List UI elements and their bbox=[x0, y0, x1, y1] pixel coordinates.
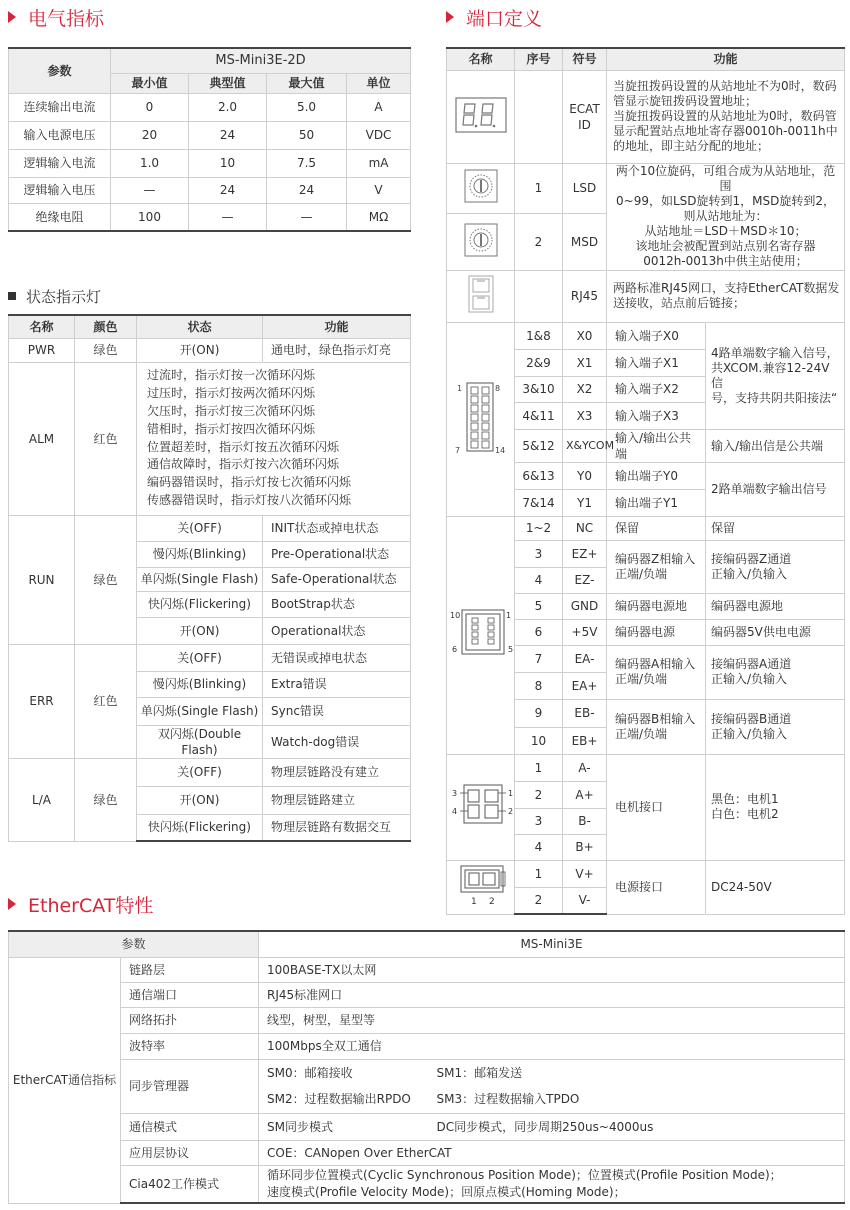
motor-symbol: B- bbox=[563, 808, 607, 834]
cell-min: 20 bbox=[111, 121, 189, 149]
row-name: 逻辑输入电压 bbox=[9, 177, 111, 203]
col-name: 名称 bbox=[447, 48, 515, 70]
ethercat-model-header: MS-Mini3E bbox=[259, 931, 845, 957]
alm-line: 过流时，指示灯按一次循环闪烁 bbox=[147, 368, 316, 383]
err-row bbox=[9, 644, 411, 671]
comm-mode-sm: SM同步模式 bbox=[259, 1113, 429, 1140]
io-desc-line: 共XCOM.兼容12-24V 信 bbox=[711, 360, 830, 390]
la-state: 关(OFF) bbox=[137, 758, 263, 786]
electrical-table bbox=[8, 47, 411, 232]
run-color: 绿色 bbox=[75, 515, 137, 644]
ethercat-row bbox=[9, 982, 845, 1007]
lsd-symbol: LSD bbox=[563, 163, 607, 213]
enc-symbol: EA- bbox=[563, 645, 607, 672]
enc-a-func-line: 编码器A相输入 bbox=[615, 657, 696, 671]
err-function: Sync错误 bbox=[263, 697, 411, 725]
enc-z-func-line: 正端/负端 bbox=[615, 566, 668, 581]
enc-symbol: EB+ bbox=[563, 727, 607, 754]
enc-b-desc-line: 正输入/负输入 bbox=[711, 726, 788, 741]
ethercat-row-name: 应用层协议 bbox=[121, 1140, 259, 1165]
alm-color: 红色 bbox=[75, 362, 137, 515]
ecat-symbol: ECAT ID bbox=[563, 70, 607, 163]
rotary-func-line: 从站地址＝LSD＋MSD＊10； bbox=[644, 224, 807, 238]
enc-symbol: NC bbox=[563, 516, 607, 540]
power-desc: DC24-50V bbox=[706, 860, 845, 914]
row-name: 连续输出电流 bbox=[9, 93, 111, 121]
enc-seq: 8 bbox=[515, 672, 563, 699]
alm-line: 编码器错误时，指示灯按七次循环闪烁 bbox=[147, 475, 352, 490]
enc-pin-label: 1 bbox=[506, 611, 512, 620]
cell-max: — bbox=[267, 203, 347, 231]
run-row bbox=[9, 515, 411, 541]
rotary-function bbox=[607, 163, 845, 270]
enc-z-func-line: 编码器Z相输入 bbox=[615, 551, 696, 566]
enc-desc: 保留 bbox=[706, 516, 845, 540]
lsd-row bbox=[447, 163, 845, 213]
cell-unit: A bbox=[347, 93, 411, 121]
ethercat-row bbox=[9, 1113, 845, 1140]
pwr-function: 通电时，绿色指示灯亮 bbox=[263, 338, 411, 362]
io-pin-label: 8 bbox=[494, 384, 500, 393]
rotary-func-line: 0012h-0013h中供主站使用； bbox=[643, 254, 808, 268]
row-name: 输入电源电压 bbox=[9, 121, 111, 149]
io-function: 输出端子Y1 bbox=[607, 489, 706, 516]
run-function: Safe-Operational状态 bbox=[263, 567, 411, 591]
ecat-func-line: 的地址，即主站分配的地址； bbox=[613, 139, 770, 153]
la-function: 物理层链路没有建立 bbox=[263, 758, 411, 786]
io-symbol: X2 bbox=[563, 376, 607, 402]
cell-max: 50 bbox=[267, 121, 347, 149]
ecat-function bbox=[607, 70, 845, 163]
ethercat-row bbox=[9, 1007, 845, 1033]
enc-z-desc-line: 正输入/负输入 bbox=[711, 566, 788, 581]
cell-min: 0 bbox=[111, 93, 189, 121]
enc-symbol: EZ+ bbox=[563, 540, 607, 567]
rj45-function bbox=[607, 270, 845, 322]
io-symbol: X1 bbox=[563, 349, 607, 376]
run-function: Operational状态 bbox=[263, 617, 411, 644]
io-symbol: X3 bbox=[563, 402, 607, 429]
ethercat-row bbox=[9, 1059, 845, 1113]
pwr-state: 开(ON) bbox=[137, 338, 263, 362]
motor-desc-line: 黑色：电机1 bbox=[711, 792, 779, 806]
col-typ: 典型值 bbox=[189, 73, 267, 93]
cia402-modes bbox=[259, 1165, 845, 1203]
err-state: 双闪烁(Double Flash) bbox=[137, 725, 263, 758]
power-function: 电源接口 bbox=[607, 860, 706, 914]
la-state: 快闪烁(Flickering) bbox=[137, 814, 263, 841]
col-color: 颜色 bbox=[75, 315, 137, 338]
io-symbol: X0 bbox=[563, 322, 607, 349]
rj45-seq bbox=[515, 270, 563, 322]
square-bullet-icon bbox=[8, 292, 16, 300]
io-output-desc: 2路单端数字输出信号 bbox=[706, 462, 845, 516]
row-name: 绝缘电阻 bbox=[9, 203, 111, 231]
col-unit: 单位 bbox=[347, 73, 411, 93]
ethercat-row bbox=[9, 1033, 845, 1059]
electrical-section-title bbox=[8, 4, 104, 31]
la-name: L/A bbox=[9, 758, 75, 841]
alm-description bbox=[137, 362, 411, 515]
cell-typ: 2.0 bbox=[189, 93, 267, 121]
enc-desc: 编码器5V供电电源 bbox=[706, 619, 845, 645]
enc-a-function bbox=[607, 645, 706, 699]
ecat-func-line: 显示配置站点地址寄存器0010h-0011h中 bbox=[613, 124, 838, 138]
ethercat-row-name: 网络拓扑 bbox=[121, 1007, 259, 1033]
pwr-color: 绿色 bbox=[75, 338, 137, 362]
ethercat-section-title bbox=[8, 891, 153, 918]
power-row bbox=[447, 860, 845, 887]
ecat-func-line: 当旋扭拨码设置的从站地址为0时，数码管 bbox=[613, 109, 837, 123]
err-color: 红色 bbox=[75, 644, 137, 758]
io-pin-label: 7 bbox=[454, 446, 460, 455]
motor-pin-label: 2 bbox=[508, 807, 514, 816]
motor-symbol: A+ bbox=[563, 781, 607, 808]
motor-seq: 3 bbox=[515, 808, 563, 834]
cell-max: 24 bbox=[267, 177, 347, 203]
enc-seq: 3 bbox=[515, 540, 563, 567]
motor-symbol: A- bbox=[563, 754, 607, 781]
io-function: 输入端子X3 bbox=[607, 402, 706, 429]
err-function: 无错误或掉电状态 bbox=[263, 644, 411, 671]
enc-seq: 1~2 bbox=[515, 516, 563, 540]
enc-function: 保留 bbox=[607, 516, 706, 540]
alm-line: 欠压时，指示灯按三次循环闪烁 bbox=[147, 403, 316, 418]
enc-b-function bbox=[607, 699, 706, 754]
col-symbol: 符号 bbox=[563, 48, 607, 70]
motor-pin-label: 4 bbox=[452, 807, 458, 816]
io-row bbox=[447, 322, 845, 349]
io-symbol: Y0 bbox=[563, 462, 607, 489]
motor-function: 电机接口 bbox=[607, 754, 706, 860]
run-state: 开(ON) bbox=[137, 617, 263, 644]
rotary-func-line: 0~99，如LSD旋转到1，MSD旋转到2， bbox=[616, 194, 835, 208]
enc-seq: 10 bbox=[515, 727, 563, 754]
ethercat-row-value: 100BASE-TX以太网 bbox=[259, 957, 845, 982]
ethercat-row-name: 波特率 bbox=[121, 1033, 259, 1059]
err-function: Watch-dog错误 bbox=[263, 725, 411, 758]
enc-b-desc bbox=[706, 699, 845, 754]
io-seq: 7&14 bbox=[515, 489, 563, 516]
msd-seq: 2 bbox=[515, 213, 563, 270]
motor-desc-line: 白色：电机2 bbox=[711, 807, 779, 821]
enc-seq: 7 bbox=[515, 645, 563, 672]
motor-seq: 4 bbox=[515, 834, 563, 860]
la-function: 物理层链路有数据交互 bbox=[263, 814, 411, 841]
enc-a-desc-line: 接编码器A通道 bbox=[711, 657, 792, 671]
cell-unit: VDC bbox=[347, 121, 411, 149]
port-table bbox=[446, 47, 845, 915]
cell-min: 1.0 bbox=[111, 149, 189, 177]
cell-max: 7.5 bbox=[267, 149, 347, 177]
alm-line: 传感器错误时，指示灯按八次循环闪烁 bbox=[147, 492, 352, 507]
err-state: 单闪烁(Single Flash) bbox=[137, 697, 263, 725]
io-function: 输入端子X0 bbox=[607, 322, 706, 349]
power-symbol: V+ bbox=[563, 860, 607, 887]
ecat-seq bbox=[515, 70, 563, 163]
table-row bbox=[9, 93, 411, 121]
enc-symbol: EA+ bbox=[563, 672, 607, 699]
io-pin-label: 14 bbox=[494, 446, 505, 455]
rotary-func-line: 该地址会被配置到站点别名寄存器 bbox=[635, 239, 816, 253]
col-function: 功能 bbox=[607, 48, 845, 70]
alm-line: 位置超差时，指示灯按五次循环闪烁 bbox=[147, 439, 340, 454]
cell-min: — bbox=[111, 177, 189, 203]
rj45-symbol: RJ45 bbox=[563, 270, 607, 322]
enc-symbol: +5V bbox=[563, 619, 607, 645]
ecat-func-line: 当旋扭拨码设置的从站地址不为0时，数码 bbox=[613, 79, 837, 93]
ethercat-row-value: COE：CANopen Over EtherCAT bbox=[259, 1140, 845, 1165]
motor-seq: 1 bbox=[515, 754, 563, 781]
motor-seq: 2 bbox=[515, 781, 563, 808]
enc-row bbox=[447, 516, 845, 540]
ethercat-row bbox=[9, 1165, 845, 1203]
cia402-line: 循环同步位置模式(Cyclic Synchronous Position Mode)；位置模式(Profile Position Mode)； bbox=[267, 1167, 782, 1182]
rj45-func-line: 送接收，站点前后链接； bbox=[613, 296, 746, 310]
enc-a-desc-line: 正输入/负输入 bbox=[711, 672, 788, 686]
err-name: ERR bbox=[9, 644, 75, 758]
io-desc-line: 4路单端数字输入信号， bbox=[711, 345, 839, 360]
ecat-row bbox=[447, 70, 845, 163]
enc-z-desc bbox=[706, 540, 845, 593]
enc-seq: 6 bbox=[515, 619, 563, 645]
power-seq: 2 bbox=[515, 887, 563, 914]
ethercat-row-value: RJ45标准网口 bbox=[259, 982, 845, 1007]
electrical-title-text: 电气指标 bbox=[28, 8, 105, 30]
motor-connector-icon bbox=[447, 754, 515, 860]
cell-unit: MΩ bbox=[347, 203, 411, 231]
cell-typ: 10 bbox=[189, 149, 267, 177]
cell-min: 100 bbox=[111, 203, 189, 231]
col-function: 功能 bbox=[263, 315, 411, 338]
run-function: BootStrap状态 bbox=[263, 591, 411, 617]
col-max: 最大值 bbox=[267, 73, 347, 93]
enc-symbol: EB- bbox=[563, 699, 607, 727]
run-function: INIT状态或掉电状态 bbox=[263, 515, 411, 541]
enc-symbol: EZ- bbox=[563, 567, 607, 593]
rj45-port-icon bbox=[447, 270, 515, 322]
enc-pin-label: 6 bbox=[452, 645, 458, 654]
ethercat-row-value: 100Mbps全双工通信 bbox=[259, 1033, 845, 1059]
io-desc-line: 号，支持共阴共阳接法“ bbox=[711, 390, 838, 405]
motor-pin-label: 1 bbox=[508, 789, 514, 798]
power-connector-icon bbox=[447, 860, 515, 914]
cell-typ: 24 bbox=[189, 121, 267, 149]
table-row bbox=[9, 177, 411, 203]
la-color: 绿色 bbox=[75, 758, 137, 841]
io-seq: 3&10 bbox=[515, 376, 563, 402]
err-function: Extra错误 bbox=[263, 671, 411, 697]
ethercat-row-name: 链路层 bbox=[121, 957, 259, 982]
status-title-text: 状态指示灯 bbox=[26, 288, 102, 306]
rotary-func-line: 两个10位旋码，可组合成为从站地址，范围 bbox=[615, 164, 836, 193]
io-seq: 4&11 bbox=[515, 402, 563, 429]
motor-desc bbox=[706, 754, 845, 860]
enc-a-desc bbox=[706, 645, 845, 699]
io-seq: 2&9 bbox=[515, 349, 563, 376]
seven-segment-display-icon bbox=[447, 70, 515, 163]
col-seq: 序号 bbox=[515, 48, 563, 70]
col-name: 名称 bbox=[9, 315, 75, 338]
enc-seq: 4 bbox=[515, 567, 563, 593]
la-function: 物理层链路建立 bbox=[263, 786, 411, 814]
enc-b-func-line: 编码器B相输入 bbox=[615, 711, 696, 726]
ethercat-row-value: 线型，树型，星型等 bbox=[259, 1007, 845, 1033]
table-row bbox=[9, 149, 411, 177]
table-row bbox=[9, 121, 411, 149]
run-name: RUN bbox=[9, 515, 75, 644]
table-row bbox=[9, 203, 411, 231]
col-state: 状态 bbox=[137, 315, 263, 338]
run-state: 单闪烁(Single Flash) bbox=[137, 567, 263, 591]
ecat-func-line: 管显示旋钮拨码设置地址； bbox=[613, 94, 758, 108]
io-function: 输入/输出公共端 bbox=[607, 429, 706, 462]
io-seq: 1&8 bbox=[515, 322, 563, 349]
sync-manager-left bbox=[259, 1059, 429, 1113]
enc-symbol: GND bbox=[563, 593, 607, 619]
ethercat-title-text: EtherCAT特性 bbox=[28, 895, 154, 917]
cell-unit: mA bbox=[347, 149, 411, 177]
motor-row bbox=[447, 754, 845, 781]
ethercat-row-name: 同步管理器 bbox=[121, 1059, 259, 1113]
ethercat-row bbox=[9, 957, 845, 982]
cell-max: 5.0 bbox=[267, 93, 347, 121]
enc-desc: 编码器电源地 bbox=[706, 593, 845, 619]
run-state: 关(OFF) bbox=[137, 515, 263, 541]
sm0-text: SM0：邮箱接收 bbox=[267, 1066, 353, 1080]
sm2-text: SM2：过程数据输出RPDO bbox=[267, 1092, 411, 1106]
io-function: 输入端子X2 bbox=[607, 376, 706, 402]
rj45-func-line: 两路标准RJ45网口，支持EtherCAT数据发 bbox=[613, 281, 840, 295]
triangle-icon bbox=[8, 898, 16, 910]
run-function: Pre-Operational状态 bbox=[263, 541, 411, 567]
enc-seq: 5 bbox=[515, 593, 563, 619]
ethercat-row-name: Cia402工作模式 bbox=[121, 1165, 259, 1203]
row-name: 逻辑输入电流 bbox=[9, 149, 111, 177]
alm-line: 通信故障时，指示灯按六次循环闪烁 bbox=[147, 457, 340, 472]
alm-row bbox=[9, 362, 411, 515]
power-pin-label: 1 bbox=[470, 897, 477, 907]
status-table bbox=[8, 314, 411, 842]
ethercat-group: EtherCAT通信指标 bbox=[9, 957, 121, 1203]
ethercat-row-name: 通信端口 bbox=[121, 982, 259, 1007]
col-min: 最小值 bbox=[111, 73, 189, 93]
rotary-switch-icon bbox=[447, 213, 515, 270]
la-row bbox=[9, 758, 411, 786]
io-input-desc bbox=[706, 322, 845, 429]
sm3-text: SM3：过程数据输入TPDO bbox=[436, 1092, 580, 1106]
rotary-switch-icon bbox=[447, 163, 515, 213]
status-section-title bbox=[8, 286, 101, 307]
io-common-desc: 输入/输出信是公共端 bbox=[706, 429, 845, 462]
enc-function: 编码器电源地 bbox=[607, 593, 706, 619]
rotary-func-line: 则从站地址为： bbox=[683, 209, 768, 223]
cell-typ: — bbox=[189, 203, 267, 231]
power-symbol: V- bbox=[563, 887, 607, 914]
motor-pin-label: 3 bbox=[452, 789, 458, 798]
power-seq: 1 bbox=[515, 860, 563, 887]
pwr-name: PWR bbox=[9, 338, 75, 362]
io-function: 输出端子Y0 bbox=[607, 462, 706, 489]
param-header: 参数 bbox=[9, 48, 111, 93]
cell-unit: V bbox=[347, 177, 411, 203]
lsd-seq: 1 bbox=[515, 163, 563, 213]
ethercat-param-header: 参数 bbox=[9, 931, 259, 957]
cia402-line: 速度模式(Profile Velocity Mode)；回原点模式(Homing Mode)； bbox=[267, 1184, 626, 1199]
motor-symbol: B+ bbox=[563, 834, 607, 860]
alm-line: 错相时，指示灯按四次循环闪烁 bbox=[147, 421, 316, 436]
ethercat-table bbox=[8, 930, 845, 1204]
io-function: 输入端子X1 bbox=[607, 349, 706, 376]
triangle-icon bbox=[8, 11, 16, 23]
port-section-title bbox=[446, 4, 542, 31]
encoder-connector-icon bbox=[447, 516, 515, 754]
err-state: 慢闪烁(Blinking) bbox=[137, 671, 263, 697]
enc-b-func-line: 正端/负端 bbox=[615, 726, 668, 741]
io-seq: 5&12 bbox=[515, 429, 563, 462]
run-state: 快闪烁(Flickering) bbox=[137, 591, 263, 617]
enc-seq: 9 bbox=[515, 699, 563, 727]
enc-pin-label: 5 bbox=[508, 645, 514, 654]
run-state: 慢闪烁(Blinking) bbox=[137, 541, 263, 567]
enc-pin-label: 10 bbox=[450, 611, 461, 620]
model-header: MS-Mini3E-2D bbox=[111, 48, 411, 73]
enc-z-function bbox=[607, 540, 706, 593]
port-title-text: 端口定义 bbox=[466, 8, 543, 30]
enc-a-func-line: 正端/负端 bbox=[615, 672, 668, 686]
io-symbol: Y1 bbox=[563, 489, 607, 516]
io-symbol: X&YCOM bbox=[563, 429, 607, 462]
sync-manager-right bbox=[429, 1059, 845, 1113]
cell-typ: 24 bbox=[189, 177, 267, 203]
msd-symbol: MSD bbox=[563, 213, 607, 270]
enc-z-desc-line: 接编码器Z通道 bbox=[711, 551, 792, 566]
alm-line: 过压时，指示灯按两次循环闪烁 bbox=[147, 386, 316, 401]
io-pin-label: 1 bbox=[456, 384, 462, 393]
alm-name: ALM bbox=[9, 362, 75, 515]
la-state: 开(ON) bbox=[137, 786, 263, 814]
enc-function: 编码器电源 bbox=[607, 619, 706, 645]
io-connector-icon bbox=[447, 322, 515, 516]
power-pin-label: 2 bbox=[488, 897, 495, 907]
ethercat-row-name: 通信模式 bbox=[121, 1113, 259, 1140]
ethercat-row bbox=[9, 1140, 845, 1165]
comm-mode-dc: DC同步模式，同步周期250us~4000us bbox=[429, 1113, 845, 1140]
pwr-row bbox=[9, 338, 411, 362]
io-seq: 6&13 bbox=[515, 462, 563, 489]
err-state: 关(OFF) bbox=[137, 644, 263, 671]
enc-b-desc-line: 接编码器B通道 bbox=[711, 711, 792, 726]
triangle-icon bbox=[446, 11, 454, 23]
sm1-text: SM1：邮箱发送 bbox=[436, 1066, 523, 1080]
rj45-row bbox=[447, 270, 845, 322]
